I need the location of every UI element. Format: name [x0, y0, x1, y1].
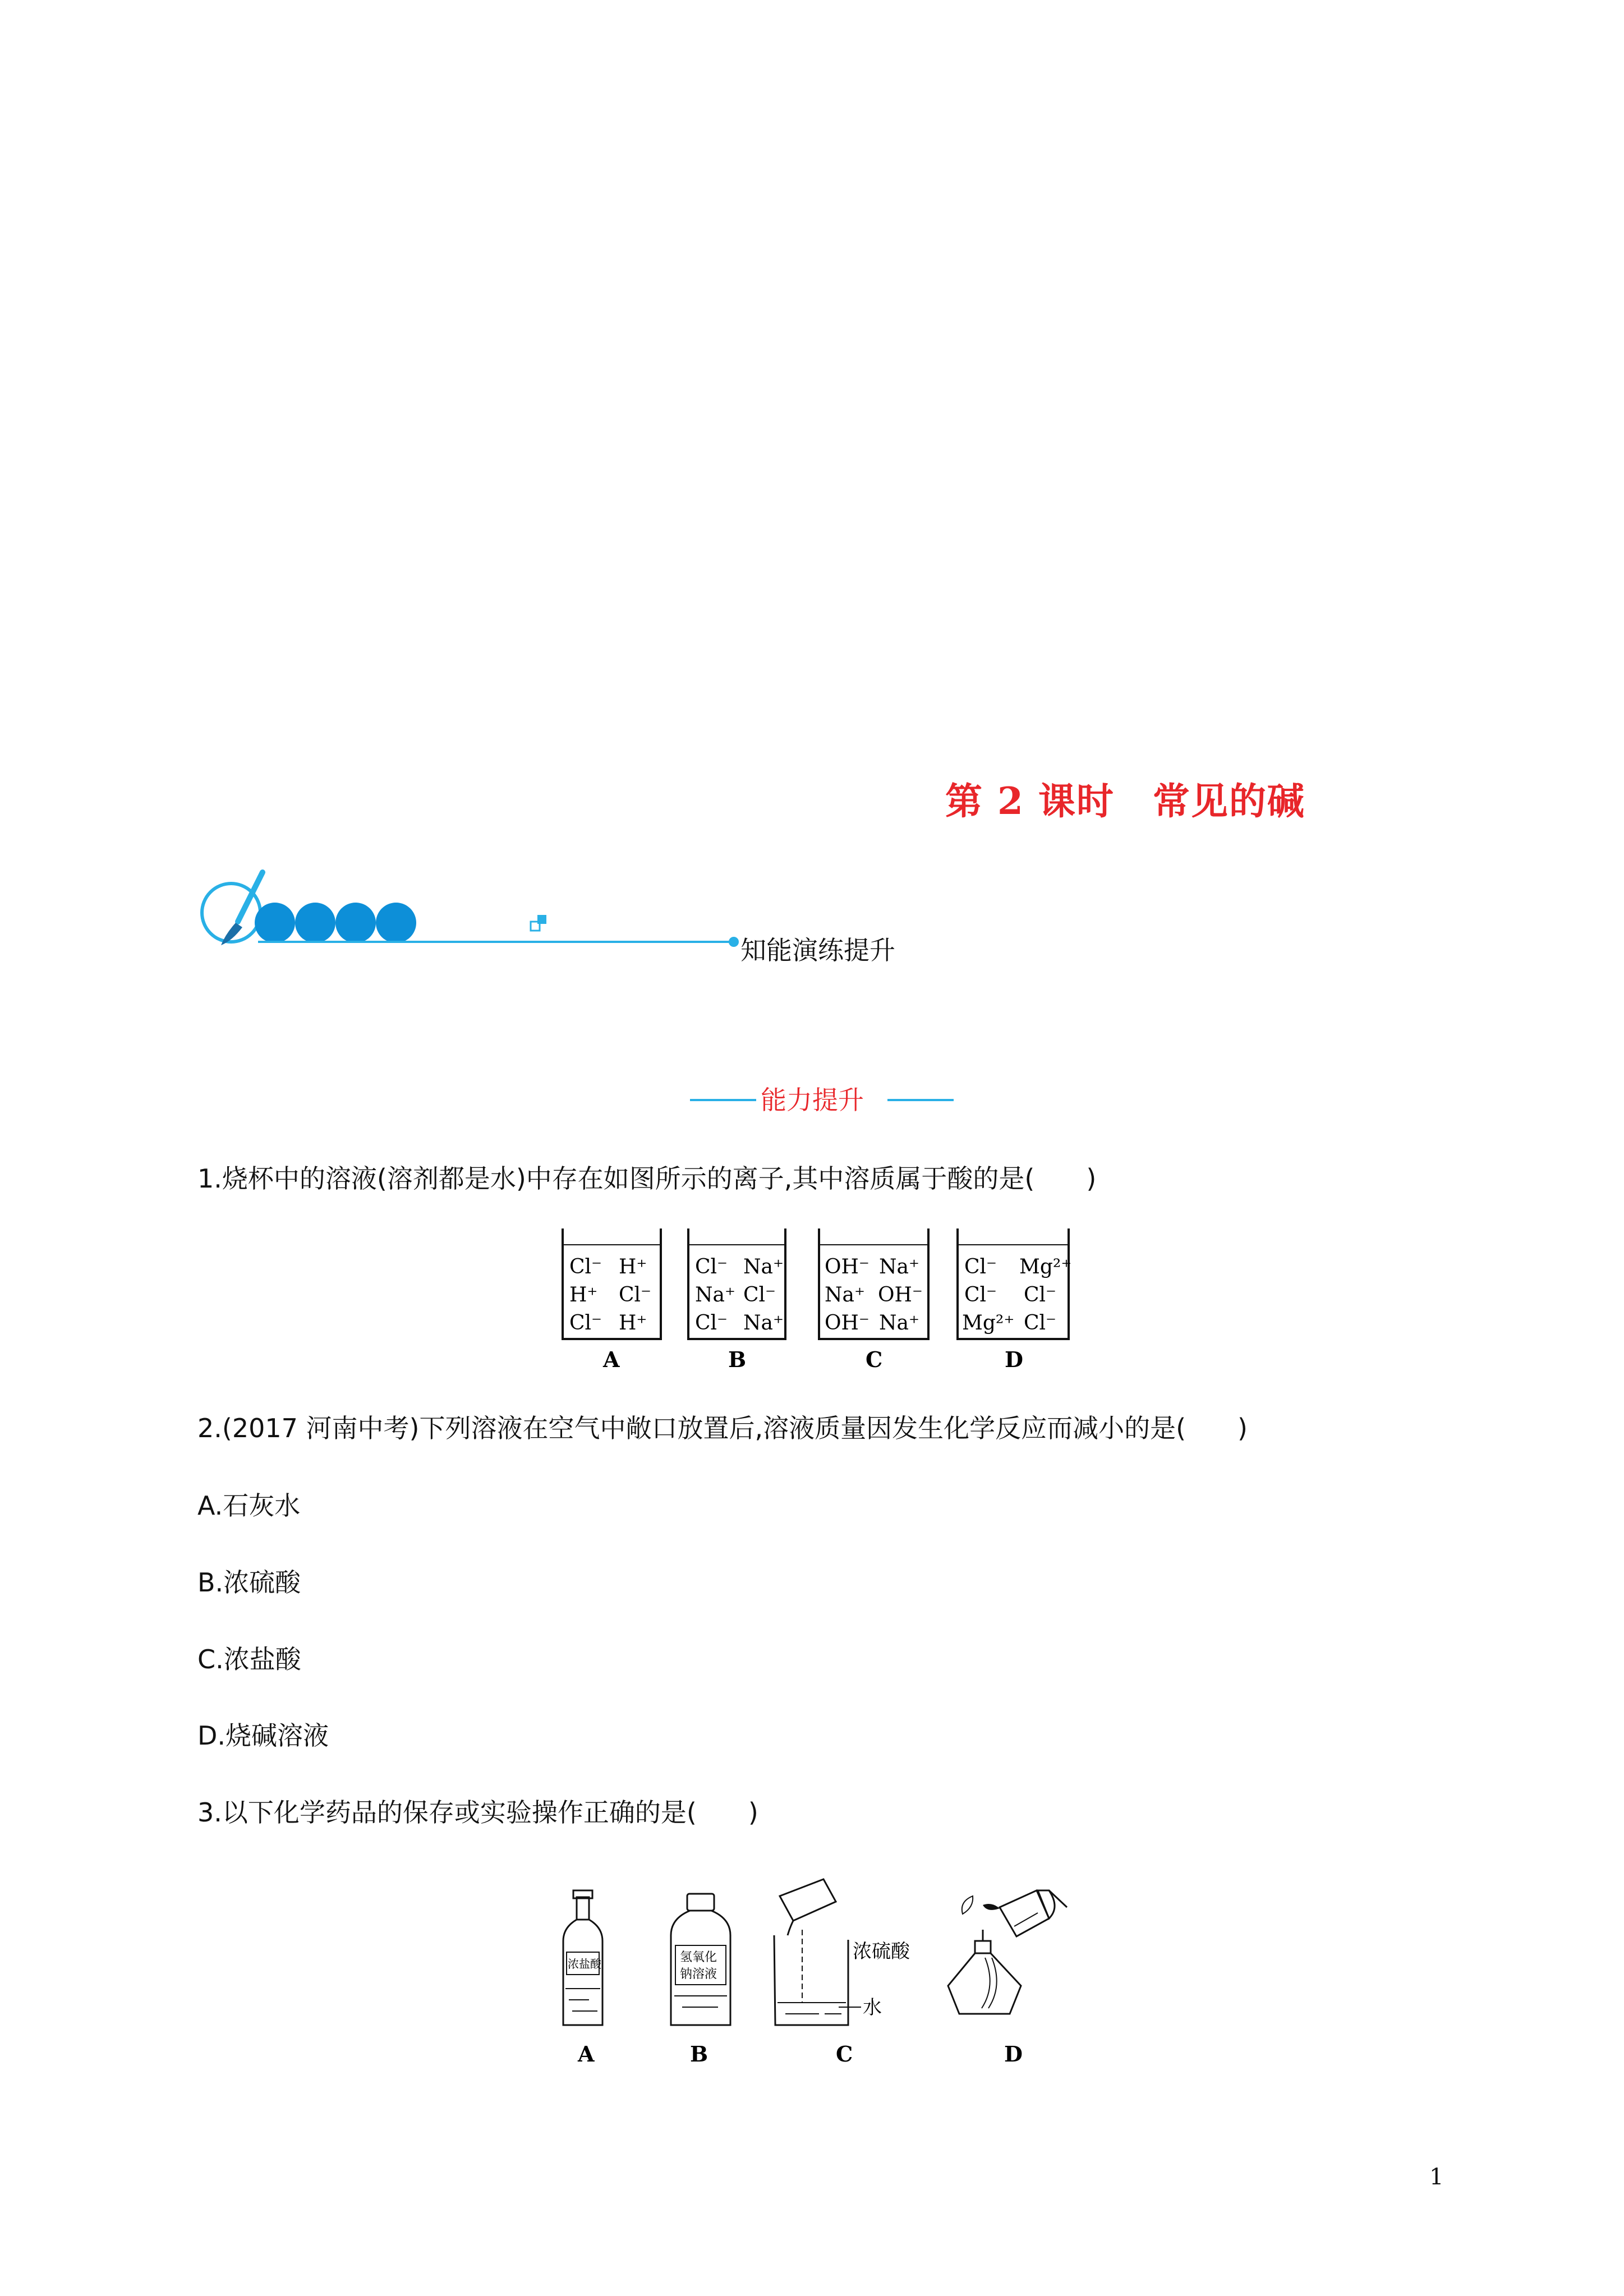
ion-label: OH⁻ — [825, 1255, 869, 1278]
beaker-label: D — [1005, 1347, 1023, 1372]
lab-operations-figure — [555, 1874, 1094, 2076]
ion-label: Cl⁻ — [1024, 1283, 1057, 1306]
bottle-b — [671, 1894, 730, 2067]
ion-label: Cl⁻ — [964, 1283, 997, 1306]
ion-label: OH⁻ — [878, 1283, 923, 1306]
question-3-figure — [555, 1874, 1094, 2078]
section-banner — [196, 867, 757, 981]
water-label: 水 — [863, 1996, 882, 2019]
section-header — [690, 1080, 954, 1119]
question-1-stem: 1.烧杯中的溶液(溶剂都是水)中存在如图所示的离子,其中溶质属于酸的是( ) — [197, 1163, 1097, 1194]
ion-label: Na⁺ — [879, 1312, 919, 1335]
beaker-label: C — [866, 1347, 883, 1372]
ion-label: Cl⁻ — [695, 1255, 728, 1278]
beaker-b — [688, 1228, 785, 1372]
ion-label: H⁺ — [569, 1283, 598, 1306]
beaker-label: A — [603, 1347, 620, 1372]
ion-label: H⁺ — [619, 1255, 647, 1278]
ion-label: Cl⁻ — [743, 1283, 776, 1306]
question-1-figure — [558, 1226, 1080, 1379]
ion-label: Na⁺ — [825, 1283, 865, 1306]
ion-label: Na⁺ — [879, 1255, 919, 1278]
question-2-option-c: C.浓盐酸 — [197, 1644, 301, 1674]
banner-label: 知能演练提升 — [740, 935, 895, 965]
banner-dot — [335, 903, 376, 943]
banner-dot — [376, 903, 416, 943]
figure-label: D — [1004, 2041, 1023, 2067]
page-number: 1 — [1429, 2164, 1444, 2190]
ion-label: Cl⁻ — [1024, 1312, 1057, 1335]
beaker-a — [563, 1228, 661, 1372]
beaker-c — [819, 1228, 928, 1372]
acid-label: 浓硫酸 — [853, 1940, 910, 1963]
ion-label: Cl⁻ — [964, 1255, 997, 1278]
ion-beakers-figure — [558, 1226, 1080, 1377]
section-rule-left — [690, 1099, 756, 1101]
ion-label: Cl⁻ — [569, 1312, 602, 1335]
beaker-label: B — [728, 1347, 747, 1372]
ion-label: Cl⁻ — [695, 1312, 728, 1335]
bottle-b-label: 钠溶液 — [680, 1967, 717, 1981]
ion-label: Mg²⁺ — [1019, 1255, 1072, 1278]
banner-endpoint — [729, 937, 739, 947]
banner-square — [537, 915, 546, 924]
beaker-d — [958, 1228, 1071, 1372]
banner-dot — [295, 903, 335, 943]
banner-dot — [255, 903, 295, 943]
lesson-title: 第 2 课时 常见的碱 — [945, 779, 1305, 823]
bottle-b-label: 氢氧化 — [680, 1950, 717, 1964]
ion-label: Mg²⁺ — [962, 1312, 1015, 1335]
bottle-a — [563, 1890, 602, 2067]
ion-label: Na⁺ — [695, 1283, 735, 1306]
ion-label: Cl⁻ — [619, 1283, 652, 1306]
ion-label: Na⁺ — [743, 1255, 784, 1278]
ion-label: OH⁻ — [825, 1312, 869, 1335]
ion-label: H⁺ — [619, 1312, 647, 1335]
question-3-stem: 3.以下化学药品的保存或实验操作正确的是( ) — [197, 1797, 758, 1828]
question-2-option-a: A.石灰水 — [197, 1490, 301, 1521]
question-2-option-b: B.浓硫酸 — [197, 1567, 301, 1598]
figure-label: B — [690, 2041, 709, 2067]
bottle-a-label: 浓盐酸 — [568, 1957, 601, 1971]
banner-graphic — [196, 867, 757, 979]
figure-label: A — [578, 2041, 595, 2067]
question-2-option-d: D.烧碱溶液 — [197, 1720, 329, 1751]
alcohol-lamps — [948, 1890, 1067, 2067]
ion-label: Na⁺ — [743, 1312, 784, 1335]
section-title: 能力提升 — [761, 1085, 864, 1115]
figure-label: C — [836, 2041, 853, 2067]
ion-label: Cl⁻ — [569, 1255, 602, 1278]
question-2-stem: 2.(2017 河南中考)下列溶液在空气中敞口放置后,溶液质量因发生化学反应而减小的是( ) — [197, 1413, 1248, 1443]
beaker-dilution — [774, 1879, 910, 2067]
section-rule-right — [887, 1099, 954, 1101]
